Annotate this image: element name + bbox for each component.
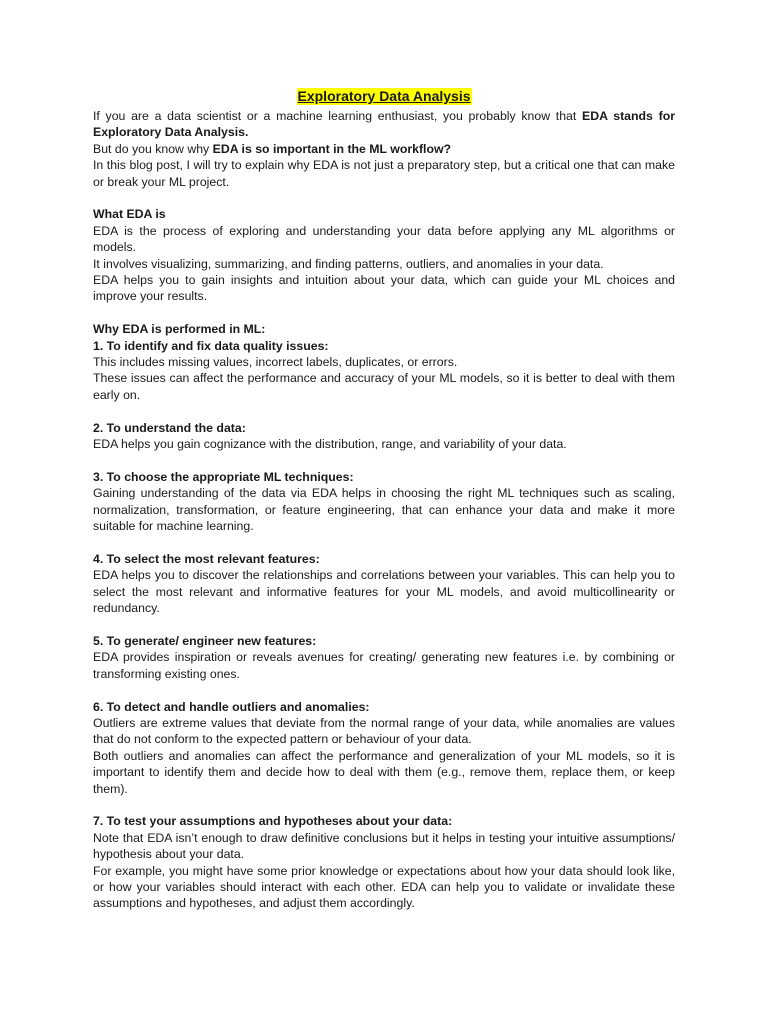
section-4-heading — [93, 551, 675, 567]
intro-paragraph-2 — [93, 141, 675, 157]
why-heading-text: Why EDA is performed in ML: — [93, 322, 266, 337]
intro-p1-bold: EDA stands for Exploratory Data Analysis. — [93, 109, 675, 140]
section-7-paragraph-1: Note that EDA isn’t enough to draw definitive conclusions but it helps in testing your intuitive assumptions/ hypothesis about your data. — [93, 830, 675, 862]
section-1-paragraph-2: These issues can affect the performance and accuracy of your ML models, so it is better to deal with them early on. — [93, 371, 675, 402]
section-6-paragraph-2: Both outliers and anomalies can affect the performance and generalization of your ML models, so it is important to identify them and decide how to deal with them (e.g., remove them, replace them, or keep them). — [93, 748, 675, 796]
section-7-heading — [93, 813, 675, 829]
what-heading-text: What EDA is — [93, 207, 166, 222]
section-2-heading-text: 2. To understand the data: — [93, 420, 246, 435]
spacer — [93, 452, 675, 468]
section-6-paragraph-1: Outliers are extreme values that deviate from the normal range of your data, while anomalies are values that do not conform to the expected pattern or behaviour of your data. — [93, 715, 675, 747]
why-heading — [93, 321, 675, 337]
section-5-paragraph-1: EDA provides inspiration or reveals avenues for creating/ generating new features i.e. by combining or transforming existing ones. — [93, 650, 675, 681]
section-5-heading-text: 5. To generate/ engineer new features: — [93, 633, 317, 648]
section-1-paragraph-1: This includes missing values, incorrect labels, duplicates, or errors. — [93, 355, 458, 370]
section-2-heading — [93, 420, 675, 436]
section-6-heading-text: 6. To detect and handle outliers and anomalies: — [93, 699, 370, 714]
spacer — [93, 190, 675, 206]
intro-p1-text: If you are a data scientist or a machine learning enthusiast, you probably know that — [93, 109, 583, 123]
what-heading — [93, 206, 675, 222]
spacer — [93, 305, 675, 321]
section-1-heading-text: 1. To identify and fix data quality issues: — [93, 338, 329, 353]
intro-p2-text: But do you know why — [93, 141, 213, 156]
section-4-heading-text: 4. To select the most relevant features: — [93, 551, 320, 566]
section-7-paragraph-2: For example, you might have some prior knowledge or expectations about how your data should look like, or how your variables should interact with each other. EDA can help you to validate or invalidate these assumptions and hypotheses, and adjust them accordingly. — [93, 863, 675, 911]
intro-p2-bold: EDA is so important in the ML workflow? — [212, 141, 452, 156]
section-6-heading — [93, 699, 675, 715]
section-3-heading-text: 3. To choose the appropriate ML techniques: — [93, 469, 354, 484]
section-4-paragraph-1: EDA helps you to discover the relationships and correlations between your variables. This can help you to select the most relevant and informative features for your ML models, and avoid multicollinearity or redundancy. — [93, 568, 675, 616]
page-title: Exploratory Data Analysis — [297, 88, 471, 104]
intro-paragraph-3: In this blog post, I will try to explain why EDA is not just a preparatory step, but a critical one that can make or break your ML project. — [93, 158, 675, 189]
spacer — [93, 797, 675, 813]
spacer — [93, 682, 675, 698]
title-wrap — [93, 88, 675, 108]
section-3-paragraph-1: Gaining understanding of the data via EDA helps in choosing the right ML techniques such as scaling, normalization, transformation, or feature engineering, that can enhance your data and make it more suitable for machine learning. — [93, 486, 675, 534]
spacer — [93, 617, 675, 633]
section-2-paragraph-1: EDA helps you gain cognizance with the distribution, range, and variability of your data. — [93, 437, 567, 452]
section-3-heading — [93, 469, 675, 485]
spacer — [93, 403, 675, 419]
spacer — [93, 535, 675, 551]
section-5-heading — [93, 633, 675, 649]
intro-paragraph-1 — [93, 108, 675, 141]
what-paragraph-3: EDA helps you to gain insights and intuition about your data, which can guide your ML choices and improve your results. — [93, 273, 675, 304]
what-paragraph-1: EDA is the process of exploring and understanding your data before applying any ML algorithms or models. — [93, 223, 675, 255]
section-7-heading-text: 7. To test your assumptions and hypotheses about your data: — [93, 814, 453, 829]
what-paragraph-2: It involves visualizing, summarizing, and finding patterns, outliers, and anomalies in your data. — [93, 256, 604, 271]
section-1-heading — [93, 338, 675, 354]
